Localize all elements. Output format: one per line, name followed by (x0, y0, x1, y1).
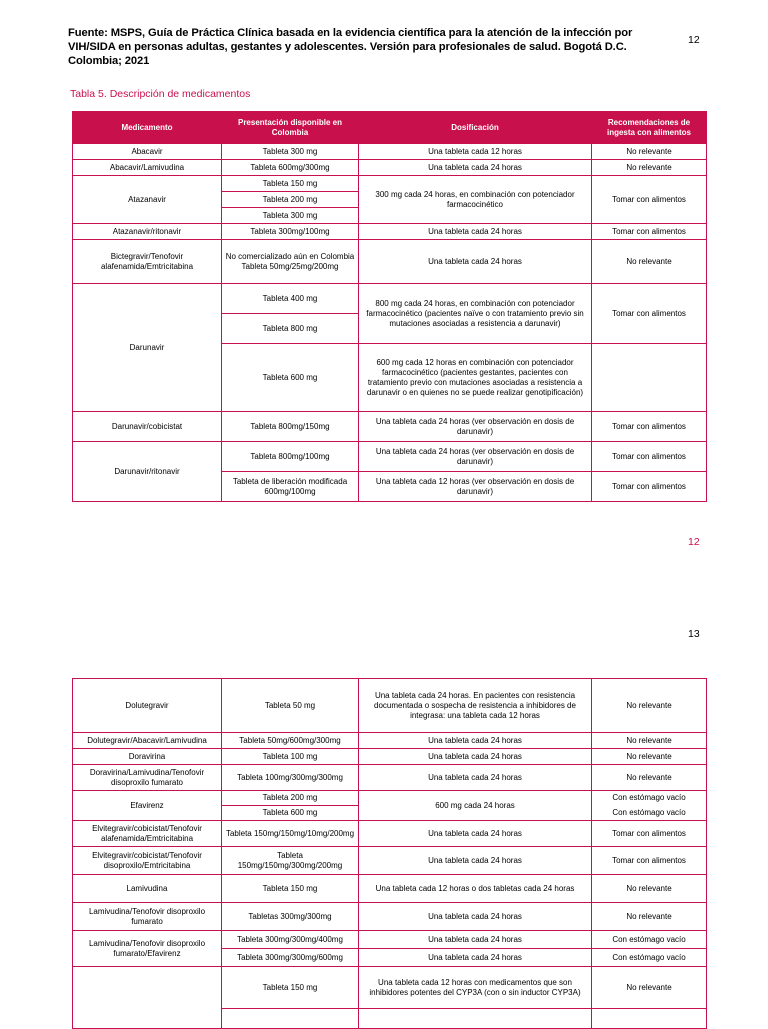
presentation: Tableta 200 mg (222, 791, 359, 806)
presentation: Tableta 300 mg (222, 208, 359, 224)
dosage: Una tableta cada 24 horas (359, 903, 592, 931)
drug-name: Dolutegravir/Abacavir/Lamivudina (73, 733, 222, 749)
food-recommendation: Tomar con alimentos (592, 821, 707, 847)
page-number-bottom: 12 (688, 536, 700, 548)
food-recommendation: Tomar con alimentos (592, 847, 707, 875)
drug-name: Elvitegravir/cobicistat/Tenofovir alafenamida/Emtricitabina (73, 821, 222, 847)
presentation: Tableta 150 mg (222, 967, 359, 1009)
drug-name: Darunavir/ritonavir (73, 442, 222, 502)
drug-name (73, 967, 222, 1029)
dosage: Una tableta cada 24 horas (359, 749, 592, 765)
drug-name: Lamivudina/Tenofovir disoproxilo fumarato (73, 903, 222, 931)
table-row (73, 144, 707, 160)
food-recommendation: No relevante (592, 765, 707, 791)
table-row (73, 967, 707, 1009)
drug-name: Doravirina (73, 749, 222, 765)
presentation (222, 1009, 359, 1029)
col-header-dosificacion: Dosificación (359, 112, 592, 144)
presentation: Tableta 200 mg (222, 192, 359, 208)
food-recommendation: Tomar con alimentos (592, 224, 707, 240)
table-row (73, 903, 707, 931)
presentation: No comercializado aún en Colombia Tableta 50mg/25mg/200mg (222, 240, 359, 284)
food-recommendation: No relevante (592, 749, 707, 765)
table-row (73, 284, 707, 314)
presentation: Tableta 150mg/150mg/10mg/200mg (222, 821, 359, 847)
table-row (73, 733, 707, 749)
medication-table-part-2 (72, 678, 707, 1029)
presentation: Tableta 800 mg (222, 314, 359, 344)
presentation: Tableta 50 mg (222, 679, 359, 733)
food-recommendation: No relevante (592, 144, 707, 160)
dosage: Una tableta cada 12 horas con medicamentos que son inhibidores potentes del CYP3A (con o sin inductor CYP3A) (359, 967, 592, 1009)
food-recommendation: Tomar con alimentos (592, 412, 707, 442)
col-header-medicamento: Medicamento (73, 112, 222, 144)
col-header-presentacion: Presentación disponible en Colombia (222, 112, 359, 144)
table-row (73, 240, 707, 284)
presentation: Tableta 100 mg (222, 749, 359, 765)
drug-name: Doravirina/Lamivudina/Tenofovir disoproxilo fumarato (73, 765, 222, 791)
presentation: Tableta 300mg/100mg (222, 224, 359, 240)
food-recommendation: No relevante (592, 679, 707, 733)
table-row (73, 224, 707, 240)
presentation: Tableta 150mg/150mg/300mg/200mg (222, 847, 359, 875)
drug-name: Darunavir/cobicistat (73, 412, 222, 442)
food-recommendation: No relevante (592, 160, 707, 176)
food-recommendation: No relevante (592, 903, 707, 931)
drug-name: Atazanavir (73, 176, 222, 224)
drug-name: Atazanavir/ritonavir (73, 224, 222, 240)
drug-name: Abacavir/Lamivudina (73, 160, 222, 176)
presentation: Tableta 600mg/300mg (222, 160, 359, 176)
presentation: Tableta 600 mg (222, 806, 359, 821)
presentation: Tableta 300mg/300mg/600mg (222, 949, 359, 967)
dosage: Una tableta cada 24 horas (359, 847, 592, 875)
table-row (73, 847, 707, 875)
dosage: Una tableta cada 24 horas (359, 931, 592, 949)
table-row (73, 176, 707, 192)
presentation: Tableta 300mg/300mg/400mg (222, 931, 359, 949)
food-recommendation: Con estómago vacío (592, 806, 707, 821)
food-recommendation: Con estómago vacío (592, 931, 707, 949)
presentation: Tableta 400 mg (222, 284, 359, 314)
food-recommendation: No relevante (592, 967, 707, 1009)
drug-name: Lamivudina/Tenofovir disoproxilo fumarato/Efavirenz (73, 931, 222, 967)
dosage: Una tableta cada 24 horas. En pacientes con resistencia documentada o sospecha de resistencia a inhibidores de integrasa: una tableta cada 12 horas (359, 679, 592, 733)
table-header-row (73, 112, 707, 144)
page-number-top: 12 (688, 34, 700, 46)
dosage: 300 mg cada 24 horas, en combinación con potenciador farmacocinético (359, 176, 592, 224)
drug-name: Elvitegravir/cobicistat/Tenofovir disoproxilo/Emtricitabina (73, 847, 222, 875)
presentation: Tableta de liberación modificada 600mg/100mg (222, 472, 359, 502)
table-row (73, 160, 707, 176)
dosage: 600 mg cada 24 horas (359, 791, 592, 821)
food-recommendation: Con estómago vacío (592, 949, 707, 967)
table-row (73, 442, 707, 472)
presentation: Tabletas 300mg/300mg (222, 903, 359, 931)
table-title: Tabla 5. Descripción de medicamentos (70, 88, 251, 100)
food-recommendation: Tomar con alimentos (592, 176, 707, 224)
dosage: 600 mg cada 12 horas en combinación con potenciador farmacocinético (pacientes gestantes, pacientes con tratamiento previo con mutaciones asociadas a resistencia a darunavir o en quienes no se puede realizar genotipificación) (359, 344, 592, 412)
dosage (359, 1009, 592, 1029)
table-row (73, 765, 707, 791)
medication-table-part-1 (72, 111, 707, 502)
presentation: Tableta 600 mg (222, 344, 359, 412)
presentation: Tableta 100mg/300mg/300mg (222, 765, 359, 791)
presentation: Tableta 800mg/100mg (222, 442, 359, 472)
drug-name: Bictegravir/Tenofovir alafenamida/Emtricitabina (73, 240, 222, 284)
drug-name: Lamivudina (73, 875, 222, 903)
dosage: Una tableta cada 24 horas (359, 733, 592, 749)
col-header-recomendaciones: Recomendaciones de ingesta con alimentos (592, 112, 707, 144)
page-number-next: 13 (688, 628, 700, 640)
drug-name: Abacavir (73, 144, 222, 160)
food-recommendation: Tomar con alimentos (592, 472, 707, 502)
drug-name: Efavirenz (73, 791, 222, 821)
food-recommendation: Tomar con alimentos (592, 442, 707, 472)
table-row (73, 679, 707, 733)
dosage: Una tableta cada 24 horas (359, 224, 592, 240)
dosage: Una tableta cada 12 horas o dos tabletas cada 24 horas (359, 875, 592, 903)
drug-name: Darunavir (73, 284, 222, 412)
dosage: Una tableta cada 24 horas (ver observación en dosis de darunavir) (359, 442, 592, 472)
table-row (73, 412, 707, 442)
food-recommendation (592, 344, 707, 412)
dosage: Una tableta cada 24 horas (359, 160, 592, 176)
dosage: Una tableta cada 24 horas (359, 765, 592, 791)
presentation: Tableta 50mg/600mg/300mg (222, 733, 359, 749)
drug-name: Dolutegravir (73, 679, 222, 733)
dosage: Una tableta cada 24 horas (ver observación en dosis de darunavir) (359, 412, 592, 442)
source-citation: Fuente: MSPS, Guía de Práctica Clínica basada en la evidencia científica para la atención de la infección por VIH/SIDA en personas adultas, gestantes y adolescentes. Versión para profesionales de salud. Bogotá D.C. Colombia; 2021 (68, 27, 633, 67)
food-recommendation: No relevante (592, 733, 707, 749)
table-row (73, 875, 707, 903)
dosage: Una tableta cada 24 horas (359, 240, 592, 284)
dosage: 800 mg cada 24 horas, en combinación con potenciador farmacocinético (pacientes naïve o con tratamiento previo sin mutaciones asociadas a resistencia a darunavir) (359, 284, 592, 344)
food-recommendation: No relevante (592, 875, 707, 903)
presentation: Tableta 150 mg (222, 176, 359, 192)
food-recommendation: No relevante (592, 240, 707, 284)
table-row (73, 931, 707, 949)
food-recommendation: Tomar con alimentos (592, 284, 707, 344)
table-row (73, 749, 707, 765)
presentation: Tableta 800mg/150mg (222, 412, 359, 442)
dosage: Una tableta cada 24 horas (359, 821, 592, 847)
table-row (73, 791, 707, 806)
table-row (73, 821, 707, 847)
presentation: Tableta 150 mg (222, 875, 359, 903)
dosage: Una tableta cada 12 horas (ver observación en dosis de darunavir) (359, 472, 592, 502)
food-recommendation (592, 1009, 707, 1029)
dosage: Una tableta cada 24 horas (359, 949, 592, 967)
food-recommendation: Con estómago vacío (592, 791, 707, 806)
dosage: Una tableta cada 12 horas (359, 144, 592, 160)
presentation: Tableta 300 mg (222, 144, 359, 160)
